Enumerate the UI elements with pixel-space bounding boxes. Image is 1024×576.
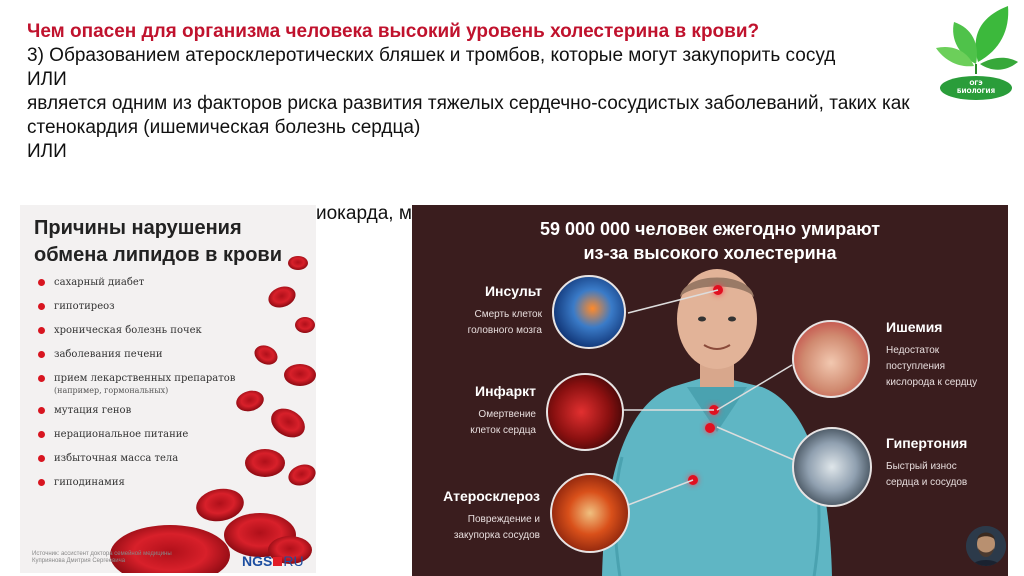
bullet-icon — [38, 431, 45, 438]
list-item: гиподинамия — [38, 477, 238, 489]
source-credit: Источник: ассистент доктора семейной медицины Куприянова Дмитрия Сергеевича — [32, 551, 172, 564]
slide-text-block — [27, 20, 937, 164]
left-infographic-title — [34, 215, 282, 269]
ischemia-label: Ишемия Недостаток поступления кислорода к сердцу — [886, 319, 978, 388]
list-item: мутация генов — [38, 405, 238, 417]
list-item: прием лекарственных препаратов (например, гормональных) — [38, 373, 238, 397]
or-separator-2: ИЛИ — [27, 141, 67, 162]
list-item: гипотиреоз — [38, 301, 238, 313]
list-item: нерациональное питание — [38, 429, 238, 441]
svg-text:ОГЭ: ОГЭ — [969, 80, 983, 87]
truncated-text: иокарда, м — [316, 203, 412, 224]
slide-question: Чем опасен для организма человека высокий уровень холестерина в крови? — [27, 21, 760, 42]
atherosclerosis-label: Атеросклероз Повреждение и закупорка сосудов — [443, 488, 540, 541]
causes-list — [38, 277, 238, 501]
svg-text:БИОЛОГИЯ: БИОЛОГИЯ — [956, 88, 996, 95]
bullet-icon — [38, 303, 45, 310]
bullet-icon — [38, 455, 45, 462]
infarction-label: Инфаркт Омертвение клеток сердца — [470, 383, 536, 436]
right-title-line-2: из-за высокого холестерина — [583, 243, 837, 263]
right-title-line-1: 59 000 000 человек ежегодно умирают — [539, 219, 881, 239]
artery-image — [550, 473, 630, 553]
point-3-text: 3) Образованием атеросклеротических бляшек и тромбов, которые могут закупорить сосуд — [27, 45, 836, 66]
bullet-icon — [38, 327, 45, 334]
stroke-label: Инсульт Смерть клеток головного мозга — [467, 283, 542, 336]
or-separator-1: ИЛИ — [27, 69, 67, 90]
bullet-icon — [38, 479, 45, 486]
list-item: заболевания печени — [38, 349, 238, 361]
list-item: избыточная масса тела — [38, 453, 238, 465]
lipid-causes-infographic — [20, 205, 316, 573]
bullet-icon — [38, 279, 45, 286]
ngs-logo: NGS RU — [242, 553, 304, 569]
risk-factor-text: является одним из факторов риска развития тяжелых сердечно-сосудистых заболеваний, таких как стенокардия (ишемическая болезнь сердца) — [27, 93, 910, 138]
heart-image — [546, 373, 624, 451]
presenter-avatar[interactable] — [966, 526, 1006, 566]
list-item: хроническая болезнь почек — [38, 325, 238, 337]
brain-image — [552, 275, 626, 349]
avatar-portrait-icon — [966, 526, 1006, 566]
biology-logo — [930, 4, 1020, 104]
blood-pressure-image — [792, 427, 872, 507]
left-title-line-1: Причины нарушения — [34, 217, 242, 239]
cholesterol-deaths-infographic — [412, 205, 1008, 576]
ischemia-hands-image — [792, 320, 870, 398]
bullet-icon — [38, 375, 45, 382]
bullet-icon — [38, 407, 45, 414]
left-title-line-2: обмена липидов в крови — [34, 244, 283, 266]
list-item: сахарный диабет — [38, 277, 238, 289]
hypertension-label: Гипертония Быстрый износ сердца и сосудов — [886, 435, 968, 488]
bullet-icon — [38, 351, 45, 358]
